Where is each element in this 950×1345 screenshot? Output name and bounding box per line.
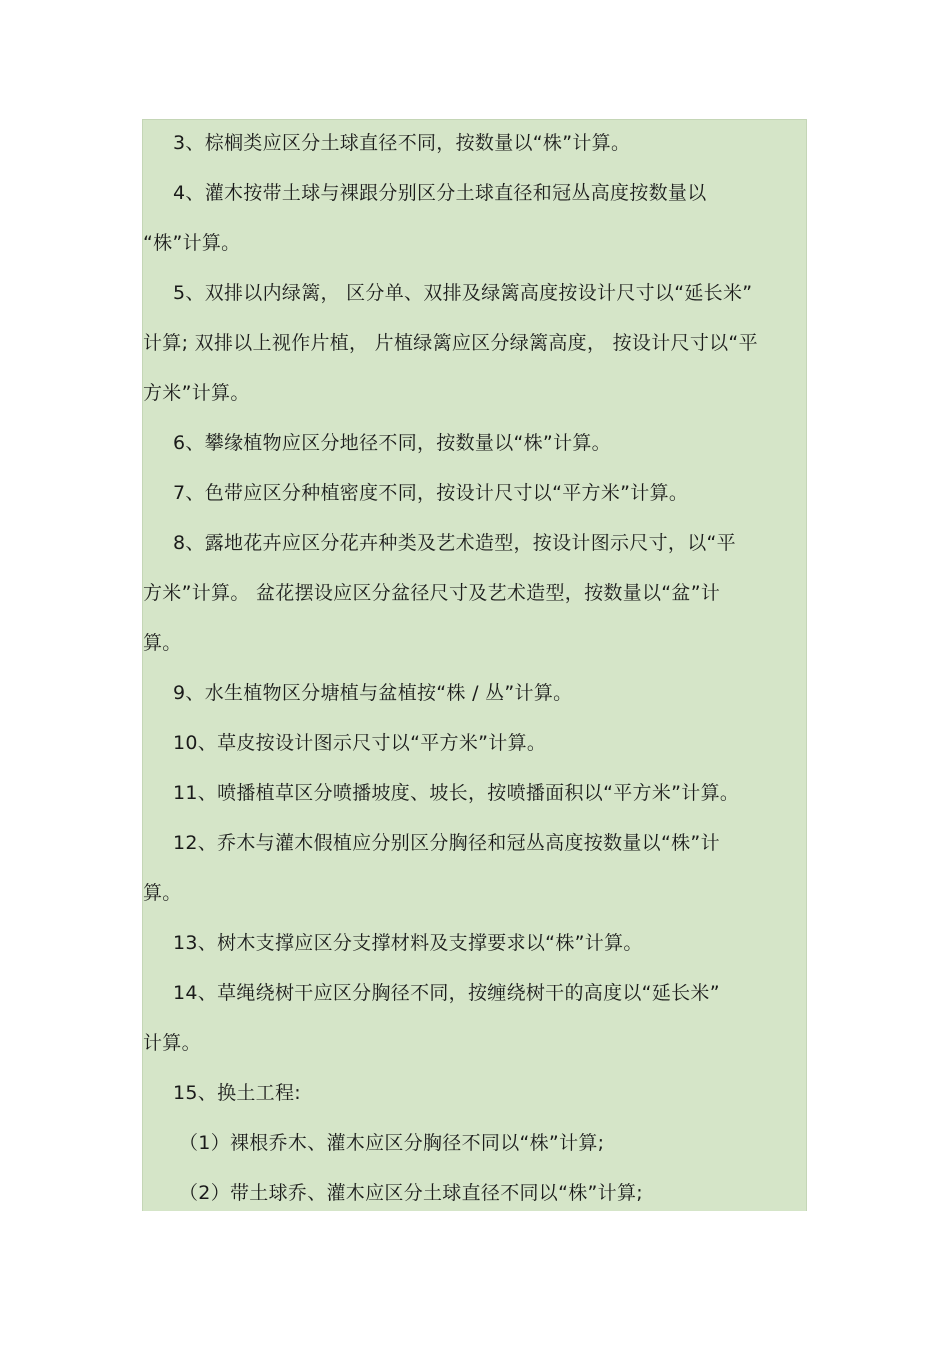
paragraph-line: 方米”计算。 盆花摆设应区分盆径尺寸及艺术造型，按数量以“盆”计: [143, 582, 721, 604]
paragraph-line: 7、色带应区分种植密度不同，按设计尺寸以“平方米”计算。: [173, 482, 689, 504]
paragraph-line: 3、棕榈类应区分土球直径不同，按数量以“株”计算。: [173, 132, 631, 154]
paragraph-line: （1）裸根乔木、灌木应区分胸径不同以“株”计算;: [179, 1132, 605, 1154]
paragraph-line: 10、草皮按设计图示尺寸以“平方米”计算。: [173, 732, 547, 754]
paragraph-line: 4、灌木按带土球与裸跟分别区分土球直径和冠丛高度按数量以: [173, 182, 707, 204]
paragraph-line: 12、乔木与灌木假植应分别区分胸径和冠丛高度按数量以“株”计: [173, 832, 720, 854]
document-page: [142, 119, 807, 1211]
paragraph-line: 13、树木支撑应区分支撑材料及支撑要求以“株”计算。: [173, 932, 643, 954]
paragraph-line: 计算; 双排以上视作片植， 片植绿篱应区分绿篱高度， 按设计尺寸以“平: [143, 332, 758, 354]
paragraph-line: 15、换土工程:: [173, 1082, 301, 1104]
paragraph-line: 方米”计算。: [143, 382, 250, 404]
paragraph-line: 算。: [143, 882, 182, 904]
paragraph-line: 8、露地花卉应区分花卉种类及艺术造型，按设计图示尺寸，以“平: [173, 532, 736, 554]
paragraph-line: “株”计算。: [143, 232, 241, 254]
paragraph-line: （2）带土球乔、灌木应区分土球直径不同以“株”计算;: [179, 1182, 643, 1204]
paragraph-line: 9、水生植物区分塘植与盆植按“株 / 丛”计算。: [173, 682, 573, 704]
paragraph-line: 6、攀缘植物应区分地径不同，按数量以“株”计算。: [173, 432, 611, 454]
paragraph-line: 11、喷播植草区分喷播坡度、坡长，按喷播面积以“平方米”计算。: [173, 782, 740, 804]
paragraph-line: 5、双排以内绿篱， 区分单、双排及绿篱高度按设计尺寸以“延长米”: [173, 282, 753, 304]
paragraph-line: 算。: [143, 632, 182, 654]
paragraph-line: 14、草绳绕树干应区分胸径不同，按缠绕树干的高度以“延长米”: [173, 982, 720, 1004]
paragraph-line: 计算。: [143, 1032, 201, 1054]
